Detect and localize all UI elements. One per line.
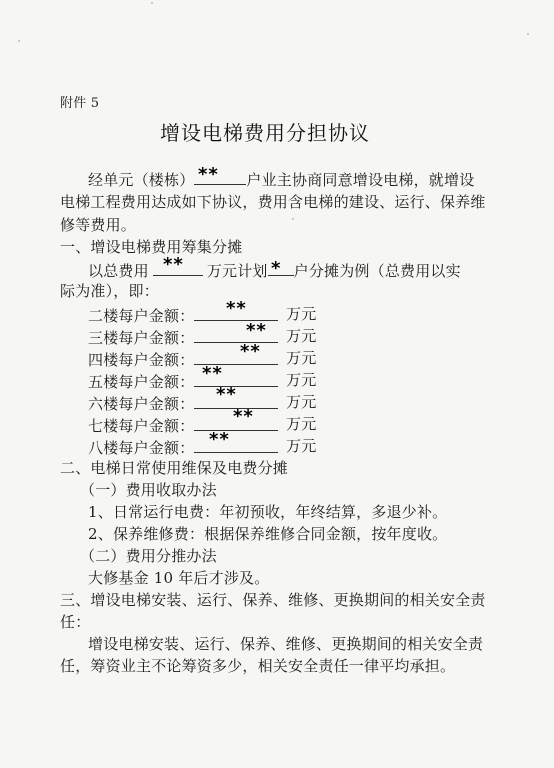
major-repair-fund: 大修基金 10 年后才涉及。	[88, 569, 270, 587]
floor-amount: **	[226, 298, 247, 319]
section-1-line-2: 际为准），即：	[60, 282, 159, 300]
total-cost-fill: **	[163, 254, 184, 275]
floor-label: 四楼每户金额：	[88, 351, 195, 369]
section-3-heading-line-1: 三、增设电梯安装、运行、保养、维修、更换期间的相关安全责	[60, 591, 486, 609]
attachment-label: 附件 5	[60, 96, 100, 111]
intro-line-3: 修等费用。	[60, 216, 137, 234]
unit-label: 万元	[286, 437, 317, 455]
section-2-item-2: 2、保养维修费：根据保养维修合同金额，按年度收。	[88, 525, 448, 543]
floor-label: 八楼每户金额：	[88, 439, 195, 457]
unit-label: 万元	[286, 327, 317, 345]
scan-speck	[292, 218, 294, 220]
floor-label: 二楼每户金额：	[88, 307, 195, 325]
intro-text-a: 经单元（楼栋）	[88, 171, 195, 189]
floor-amount: **	[240, 341, 261, 362]
floor-row-8	[88, 437, 278, 457]
floor-amount: **	[216, 384, 237, 405]
section-3-heading-line-2: 任：	[60, 613, 91, 631]
floor-label: 五楼每户金额：	[88, 373, 195, 391]
unit-label: 万元	[286, 393, 317, 411]
section-2-sub-1: （一）费用收取办法	[80, 481, 217, 499]
scan-speck	[18, 40, 20, 42]
floor-label: 七楼每户金额：	[88, 417, 195, 435]
floor-amount: **	[202, 363, 223, 384]
document-title: 增设电梯费用分担协议	[160, 121, 370, 145]
scan-speck	[527, 33, 529, 35]
scan-speck	[151, 2, 153, 4]
section-2-heading: 二、电梯日常使用维保及电费分摊	[60, 459, 289, 477]
unit-label: 万元	[286, 349, 317, 367]
intro-text-b: 户业主协商同意增设电梯，就增设	[246, 171, 475, 189]
floor-label: 三楼每户金额：	[88, 329, 195, 347]
intro-line-2: 电梯工程费用达成如下协议，费用含电梯的建设、运行、保养维	[60, 193, 486, 211]
floor-amount: **	[246, 320, 267, 341]
floor-row-5	[88, 371, 278, 391]
floor-label: 六楼每户金额：	[88, 395, 195, 413]
unit-label: 万元	[286, 415, 317, 433]
floor-amount: **	[209, 429, 230, 450]
unit-label: 万元	[286, 371, 317, 389]
section-3-body-line-2: 任，筹资业主不论筹资多少，相关安全责任一律平均承担。	[60, 657, 456, 675]
amount-blank	[194, 437, 278, 453]
plan-households-fill: *	[271, 258, 282, 279]
intro-line-1	[88, 169, 474, 189]
share-label: 户分摊为例（总费用以实	[293, 262, 461, 280]
unit-label: 万元	[286, 305, 317, 323]
section-2-sub-2: （二）费用分推办法	[80, 547, 217, 565]
households-fill: **	[198, 164, 219, 185]
floor-amount: **	[233, 406, 254, 427]
section-3-body-line-1: 增设电梯安装、运行、保养、维修、更换期间的相关安全责	[88, 635, 484, 653]
section-1-heading: 一、增设电梯费用筹集分摊	[60, 238, 243, 256]
plan-label: 万元计划	[206, 262, 268, 280]
total-cost-label: 以总费用	[88, 262, 149, 280]
section-2-item-1: 1、日常运行电费：年初预收，年终结算，多退少补。	[88, 503, 448, 521]
